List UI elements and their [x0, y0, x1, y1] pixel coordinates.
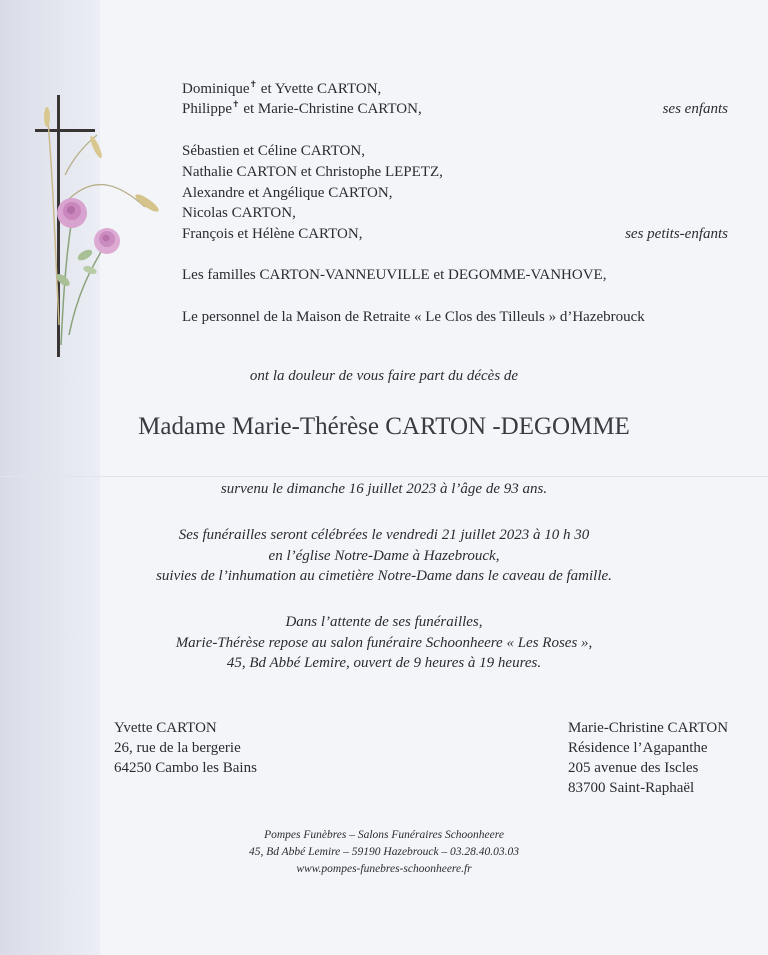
- deceased-name: Madame Marie-Thérèse CARTON -DEGOMME: [138, 413, 630, 440]
- viewing-line: Marie-Thérèse repose au salon funéraire Schoonheere « Les Roses »,: [175, 635, 593, 651]
- address-right-line: Résidence l’Agapanthe: [568, 740, 708, 756]
- grandchild-line: François et Hélène CARTON,: [182, 226, 363, 242]
- grandchild-line: Nathalie CARTON et Christophe LEPETZ,: [182, 164, 443, 180]
- grandchild-line: Alexandre et Angélique CARTON,: [182, 185, 393, 201]
- rose-icon: [57, 198, 87, 228]
- funeral-line: en l’église Notre-Dame à Hazebrouck,: [268, 548, 500, 564]
- families-line: Les familles CARTON-VANNEUVILLE et DEGOMME-VANHOVE,: [182, 267, 607, 283]
- address-right-line: Marie-Christine CARTON: [568, 720, 729, 736]
- funeral-home-name: Pompes Funèbres – Salons Funéraires Schoonheere: [264, 829, 504, 841]
- address-right-line: 205 avenue des Iscles: [568, 760, 699, 776]
- grandchild-line: Nicolas CARTON,: [182, 205, 296, 221]
- death-date-text: survenu le dimanche 16 juillet 2023 à l’âge de 93 ans.: [220, 481, 548, 497]
- funeral-line: Ses funérailles seront célébrées le vendredi 21 juillet 2023 à 10 h 30: [178, 527, 590, 543]
- viewing-line: Dans l’attente de ses funérailles,: [285, 614, 483, 630]
- funeral-home-address: 45, Bd Abbé Lemire – 59190 Hazebrouck – 03.28.40.03.03: [248, 846, 520, 858]
- child-line-1: Dominique✝ et Yvette CARTON,: [182, 79, 382, 97]
- announcement-text: ont la douleur de vous faire part du décès de: [249, 368, 519, 384]
- funeral-line: suivies de l’inhumation au cimetière Notre-Dame dans le caveau de famille.: [156, 568, 612, 584]
- address-left-line: 64250 Cambo les Bains: [114, 760, 257, 776]
- viewing-line: 45, Bd Abbé Lemire, ouvert de 9 heures à 19 heures.: [226, 655, 542, 671]
- grandchild-line: Sébastien et Céline CARTON,: [182, 143, 365, 159]
- funeral-home-website: www.pompes-funebres-schoonheere.fr: [296, 863, 472, 875]
- child-line-2: Philippe✝ et Marie-Christine CARTON,: [182, 99, 422, 117]
- children-label: ses enfants: [662, 101, 728, 117]
- address-left-line: Yvette CARTON: [114, 720, 217, 736]
- grandchildren-label: ses petits-enfants: [625, 226, 728, 242]
- address-left-line: 26, rue de la bergerie: [114, 740, 241, 756]
- address-right-line: 83700 Saint-Raphaël: [568, 780, 695, 796]
- rose-icon: [94, 228, 120, 254]
- cross-and-roses-illustration: [35, 95, 175, 360]
- fold-line: [0, 476, 768, 477]
- staff-line: Le personnel de la Maison de Retraite « Le Clos des Tilleuls » d’Hazebrouck: [182, 309, 645, 325]
